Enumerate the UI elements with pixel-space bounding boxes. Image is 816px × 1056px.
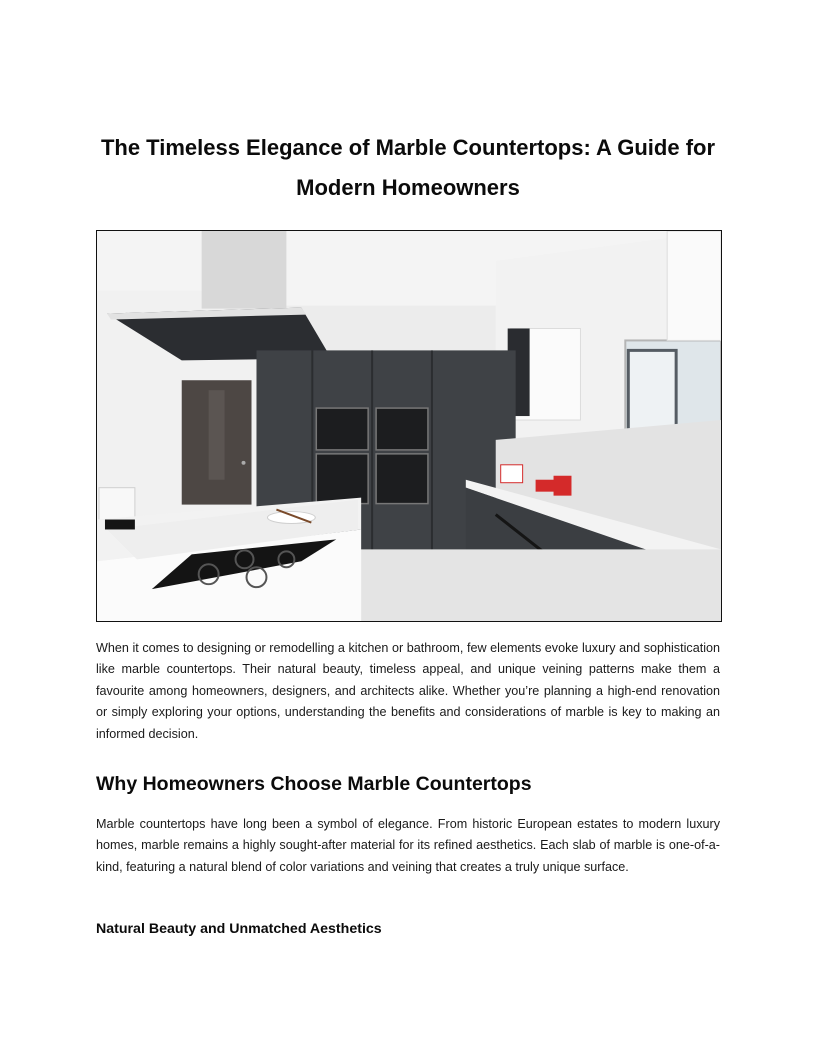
subsection-heading: Natural Beauty and Unmatched Aesthetics	[96, 921, 382, 937]
kitchen-illustration	[97, 231, 721, 621]
kitchen-hero-image	[96, 230, 722, 622]
article-title: The Timeless Elegance of Marble Countertops: A Guide for Modern Homeowners	[100, 135, 716, 200]
section-paragraph: Marble countertops have long been a symbol of elegance. From historic European estates to modern luxury homes, marble remains a highly sought-after material for its refined aesthetics. Each slab of marble is one-of-a-kind, featuring a natural blend of color variations and veining that creates a truly unique surface.	[96, 817, 720, 874]
intro-paragraph: When it comes to designing or remodelling a kitchen or bathroom, few elements evoke luxury and sophistication like marble countertops. Their natural beauty, timeless appeal, and unique veining patterns make them a favourite among homeowners, designers, and architects alike. Whether you’re planning a high-end renovation or simply exploring your options, understanding the benefits and considerations of marble is key to making an informed decision.	[96, 641, 720, 741]
section-heading: Why Homeowners Choose Marble Countertops	[96, 773, 532, 795]
